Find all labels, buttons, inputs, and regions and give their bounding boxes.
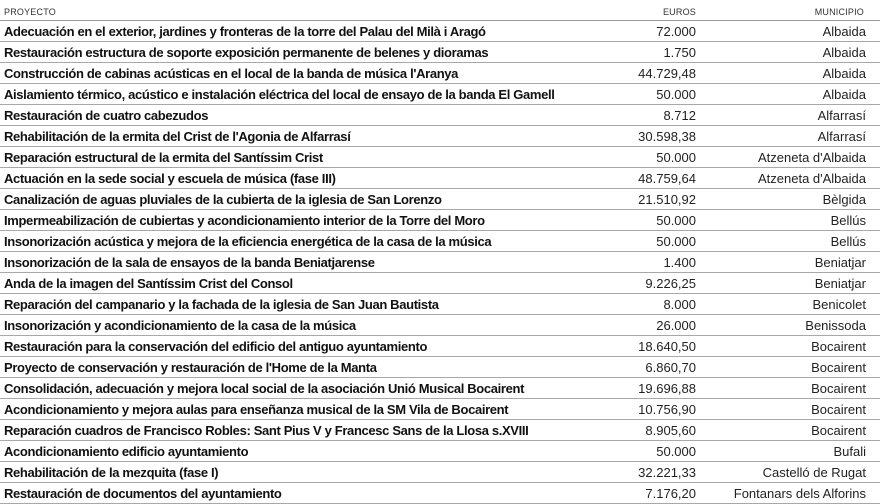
table-row — [0, 399, 880, 420]
table-row — [0, 147, 880, 168]
municipality-name: Alfarrasí — [817, 129, 866, 144]
project-name: Construcción de cabinas acústicas en el local de la banda de música l'Aranya — [4, 66, 459, 81]
euros-amount: 48.759,64 — [638, 171, 696, 186]
table-row — [0, 42, 880, 63]
table-row — [0, 231, 880, 252]
project-name: Insonorización acústica y mejora de la eficiencia energética de la casa de la música — [4, 234, 492, 249]
municipality-name: Bocairent — [811, 381, 866, 396]
project-name: Restauración estructura de soporte exposición permanente de belenes y dioramas — [4, 45, 489, 60]
project-name: Reparación del campanario y la fachada de la iglesia de San Juan Bautista — [4, 297, 439, 312]
project-name: Restauración de documentos del ayuntamiento — [4, 486, 282, 501]
municipality-name: Castelló de Rugat — [762, 465, 866, 480]
euros-amount: 8.000 — [663, 297, 696, 312]
euros-amount: 8.905,60 — [645, 423, 696, 438]
municipality-name: Albaida — [822, 66, 866, 81]
table-row — [0, 168, 880, 189]
table-row — [0, 315, 880, 336]
euros-amount: 7.176,20 — [645, 486, 696, 501]
table-row — [0, 210, 880, 231]
municipality-name: Bocairent — [811, 339, 866, 354]
table-row — [0, 21, 880, 42]
table-row — [0, 462, 880, 483]
column-header-euros: EUROS — [662, 7, 696, 17]
project-name: Reparación cuadros de Francisco Robles: Sant Pius V y Francesc Sans de la Llosa s.XVIII — [4, 423, 529, 438]
table-row — [0, 105, 880, 126]
table-row — [0, 336, 880, 357]
project-name: Rehabilitación de la mezquita (fase I) — [4, 465, 219, 480]
euros-amount: 21.510,92 — [638, 192, 696, 207]
project-name: Restauración de cuatro cabezudos — [4, 108, 209, 123]
euros-amount: 50.000 — [656, 87, 696, 102]
project-name: Acondicionamiento y mejora aulas para enseñanza musical de la SM Vila de Bocairent — [4, 402, 509, 417]
table-body — [0, 21, 880, 504]
municipality-name: Alfarrasí — [817, 108, 866, 123]
municipality-name: Fontanars dels Alforins — [733, 486, 866, 501]
table-header — [0, 0, 880, 21]
euros-amount: 50.000 — [656, 213, 696, 228]
project-name: Anda de la imagen del Santíssim Crist del Consol — [4, 276, 293, 291]
municipality-name: Bellús — [830, 213, 866, 228]
euros-amount: 6.860,70 — [645, 360, 696, 375]
euros-amount: 50.000 — [656, 234, 696, 249]
euros-amount: 1.750 — [663, 45, 696, 60]
euros-amount: 18.640,50 — [638, 339, 696, 354]
euros-amount: 32.221,33 — [638, 465, 696, 480]
municipality-name: Bufali — [833, 444, 866, 459]
project-name: Acondicionamiento edificio ayuntamiento — [4, 444, 249, 459]
project-name: Consolidación, adecuación y mejora local social de la asociación Unió Musical Bocairent — [4, 381, 525, 396]
euros-amount: 1.400 — [663, 255, 696, 270]
municipality-name: Albaida — [822, 87, 866, 102]
municipality-name: Bèlgida — [822, 192, 866, 207]
municipality-name: Albaida — [822, 24, 866, 39]
table-row — [0, 294, 880, 315]
table-row — [0, 441, 880, 462]
project-name: Actuación en la sede social y escuela de música (fase III) — [4, 171, 336, 186]
table-row — [0, 84, 880, 105]
table-row — [0, 252, 880, 273]
table-row — [0, 63, 880, 84]
municipality-name: Benissoda — [805, 318, 866, 333]
table-row — [0, 126, 880, 147]
euros-amount: 8.712 — [663, 108, 696, 123]
euros-amount: 30.598,38 — [638, 129, 696, 144]
municipality-name: Albaida — [822, 45, 866, 60]
table-row — [0, 273, 880, 294]
euros-amount: 9.226,25 — [645, 276, 696, 291]
table-row — [0, 483, 880, 504]
euros-amount: 26.000 — [656, 318, 696, 333]
euros-amount: 72.000 — [656, 24, 696, 39]
column-header-project: PROYECTO — [4, 7, 56, 17]
project-name: Rehabilitación de la ermita del Crist de l'Agonia de Alfarrasí — [4, 129, 351, 144]
project-name: Canalización de aguas pluviales de la cubierta de la iglesia de San Lorenzo — [4, 192, 442, 207]
municipality-name: Benicolet — [812, 297, 866, 312]
euros-amount: 50.000 — [656, 150, 696, 165]
table-row — [0, 420, 880, 441]
column-header-municipality: MUNICIPIO — [814, 7, 864, 17]
table-row — [0, 378, 880, 399]
project-name: Adecuación en el exterior, jardines y fronteras de la torre del Palau del Milà i Aragó — [4, 24, 486, 39]
municipality-name: Beniatjar — [814, 255, 866, 270]
euros-amount: 50.000 — [656, 444, 696, 459]
project-name: Insonorización y acondicionamiento de la casa de la música — [4, 318, 356, 333]
project-name: Aislamiento térmico, acústico e instalación eléctrica del local de ensayo de la banda El Gamell — [4, 87, 555, 102]
municipality-name: Bocairent — [811, 360, 866, 375]
municipality-name: Beniatjar — [814, 276, 866, 291]
municipality-name: Bocairent — [811, 423, 866, 438]
municipality-name: Atzeneta d'Albaida — [757, 171, 866, 186]
table-row — [0, 189, 880, 210]
project-name: Insonorización de la sala de ensayos de la banda Beniatjarense — [4, 255, 375, 270]
euros-amount: 44.729,48 — [638, 66, 696, 81]
euros-amount: 19.696,88 — [638, 381, 696, 396]
project-name: Proyecto de conservación y restauración de l'Home de la Manta — [4, 360, 377, 375]
municipality-name: Bocairent — [811, 402, 866, 417]
municipality-name: Atzeneta d'Albaida — [757, 150, 866, 165]
project-name: Impermeabilización de cubiertas y acondicionamiento interior de la Torre del Moro — [4, 213, 485, 228]
project-name: Reparación estructural de la ermita del Santíssim Crist — [4, 150, 323, 165]
table-row — [0, 357, 880, 378]
project-name: Restauración para la conservación del edificio del antiguo ayuntamiento — [4, 339, 428, 354]
euros-amount: 10.756,90 — [638, 402, 696, 417]
municipality-name: Bellús — [830, 234, 866, 249]
